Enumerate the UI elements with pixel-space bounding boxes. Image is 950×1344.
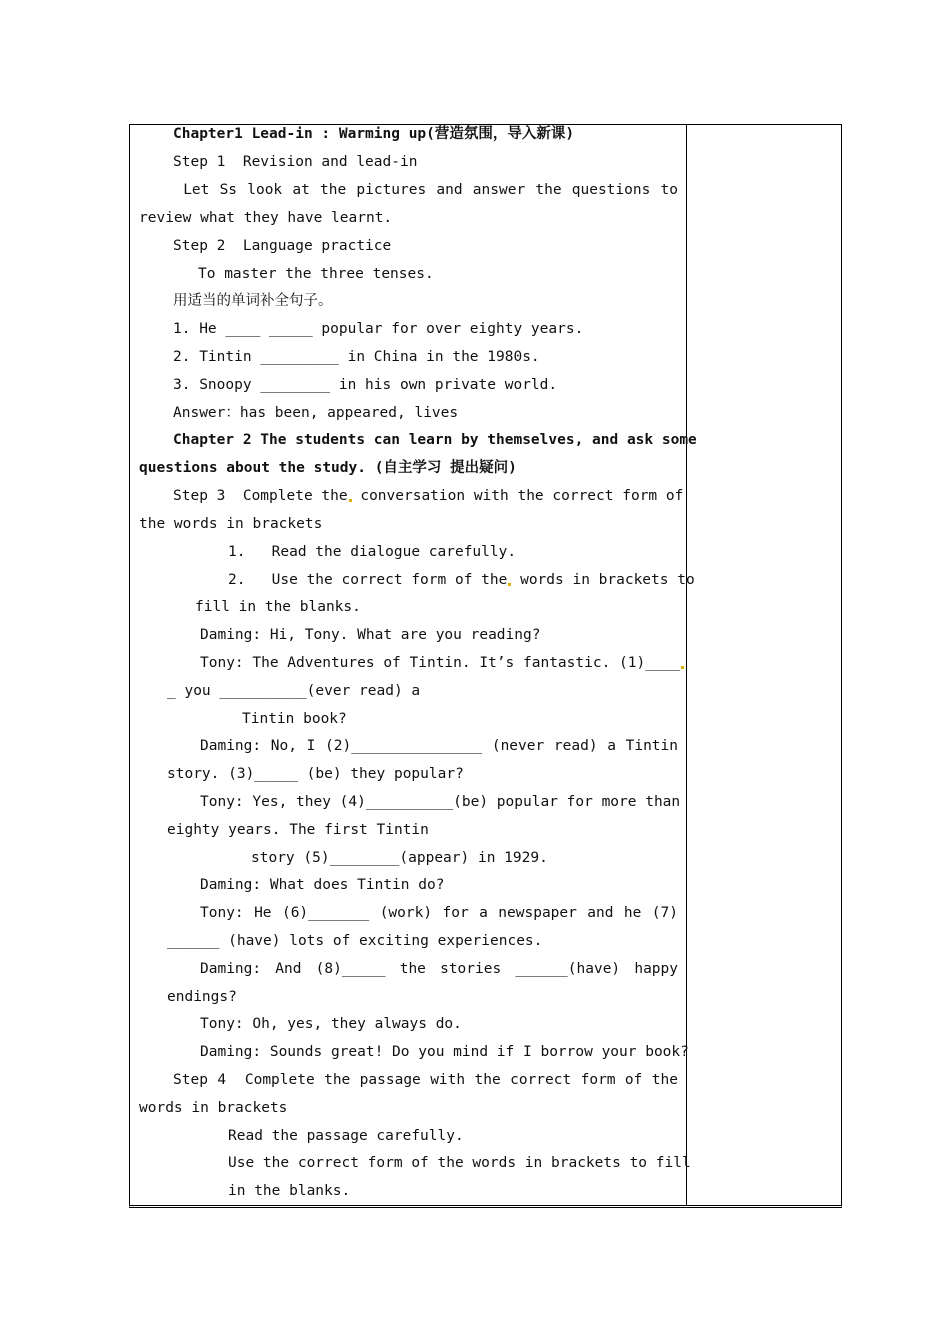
step-3-item-2-part-1	[228, 571, 511, 589]
exercise-item-2: 2. Tintin _________ in China in the 1980s.	[173, 349, 540, 365]
dialogue-line-2	[200, 654, 684, 672]
step-2-heading: Step 2 Language practice	[173, 238, 392, 254]
dialogue-line-7: Daming: And (8)_____ the stories ______(have) happy	[200, 961, 678, 977]
step-4-heading-cont: words in brackets	[139, 1100, 288, 1116]
chapter-2-heading: Chapter 2 The students can learn by themselves, and ask some	[173, 432, 697, 448]
step-4-item-2: Use the correct form of the words in brackets to fill	[228, 1155, 691, 1171]
lesson-table	[129, 124, 842, 1208]
dialogue-line-8: Tony: Oh, yes, they always do.	[200, 1016, 462, 1032]
dialogue-line-2-cont: _ you __________(ever read) a	[167, 683, 421, 699]
chapter-2-heading-cont: questions about the study. (自主学习 提出疑问)	[139, 460, 517, 476]
step-4-heading: Step 4 Complete the passage with the correct form of the	[173, 1072, 678, 1088]
instruction-chinese: 用适当的单词补全句子。	[173, 293, 333, 309]
dialogue-line-9: Daming: Sounds great! Do you mind if I borrow your book?	[200, 1044, 689, 1060]
step-2-text: To master the three tenses.	[198, 266, 434, 282]
step-1-heading: Step 1 Revision and lead-in	[173, 154, 418, 170]
step-3-text-b: conversation with the correct form of	[351, 488, 684, 504]
dialogue-line-7-cont: endings?	[167, 989, 237, 1005]
dialogue-line-5: Daming: What does Tintin do?	[200, 877, 445, 893]
step-3-item-2-cont: fill in the blanks.	[195, 599, 361, 615]
dialogue-line-6-cont: ______ (have) lots of exciting experiences.	[167, 933, 543, 949]
dialogue-line-2-text: Tony: The Adventures of Tintin. It’s fantastic. (1)____	[200, 655, 681, 671]
edit-mark-icon	[681, 666, 684, 669]
step-3-part-1	[173, 487, 352, 505]
dialogue-line-3-cont: story. (3)_____ (be) they popular?	[167, 766, 464, 782]
step-3-item-2-text-b: words in brackets to	[511, 572, 695, 588]
step-4-item-2-cont: in the blanks.	[228, 1183, 351, 1199]
step-3-item-2-text-a: 2. Use the correct form of the	[228, 572, 508, 588]
exercise-item-3: 3. Snoopy ________ in his own private world.	[173, 377, 558, 393]
answer-line: Answer：has been, appeared, lives	[173, 405, 459, 421]
step-1-text-cont: review what they have learnt.	[139, 210, 393, 226]
dialogue-line-3: Daming: No, I (2)_______________ (never read) a Tintin	[200, 738, 678, 754]
dialogue-line-1: Daming: Hi, Tony. What are you reading?	[200, 627, 541, 643]
dialogue-line-4-cont: eighty years. The first Tintin	[167, 822, 429, 838]
step-3-item-2	[228, 571, 695, 589]
dialogue-line-6: Tony: He (6)_______ (work) for a newspaper and he (7)	[200, 905, 678, 921]
chapter-1-heading: Chapter1 Lead-in : Warming up(营造氛围，导入新课)	[173, 126, 575, 142]
dialogue-line-4-cont-2: story (5)________(appear) in 1929.	[251, 850, 548, 866]
dialogue-line-4: Tony: Yes, they (4)__________(be) popular for more than	[200, 794, 681, 810]
step-3-heading	[173, 487, 684, 505]
step-1-text: Let Ss look at the pictures and answer the questions to	[173, 182, 678, 198]
step-3-text-a: Step 3 Complete the	[173, 488, 348, 504]
step-3-item-1: 1. Read the dialogue carefully.	[228, 544, 517, 560]
exercise-item-1: 1. He ____ _____ popular for over eighty years.	[173, 321, 584, 337]
dialogue-line-2-cont-2: Tintin book?	[242, 711, 347, 727]
step-4-item-1: Read the passage carefully.	[228, 1128, 464, 1144]
step-3-heading-cont: the words in brackets	[139, 516, 323, 532]
